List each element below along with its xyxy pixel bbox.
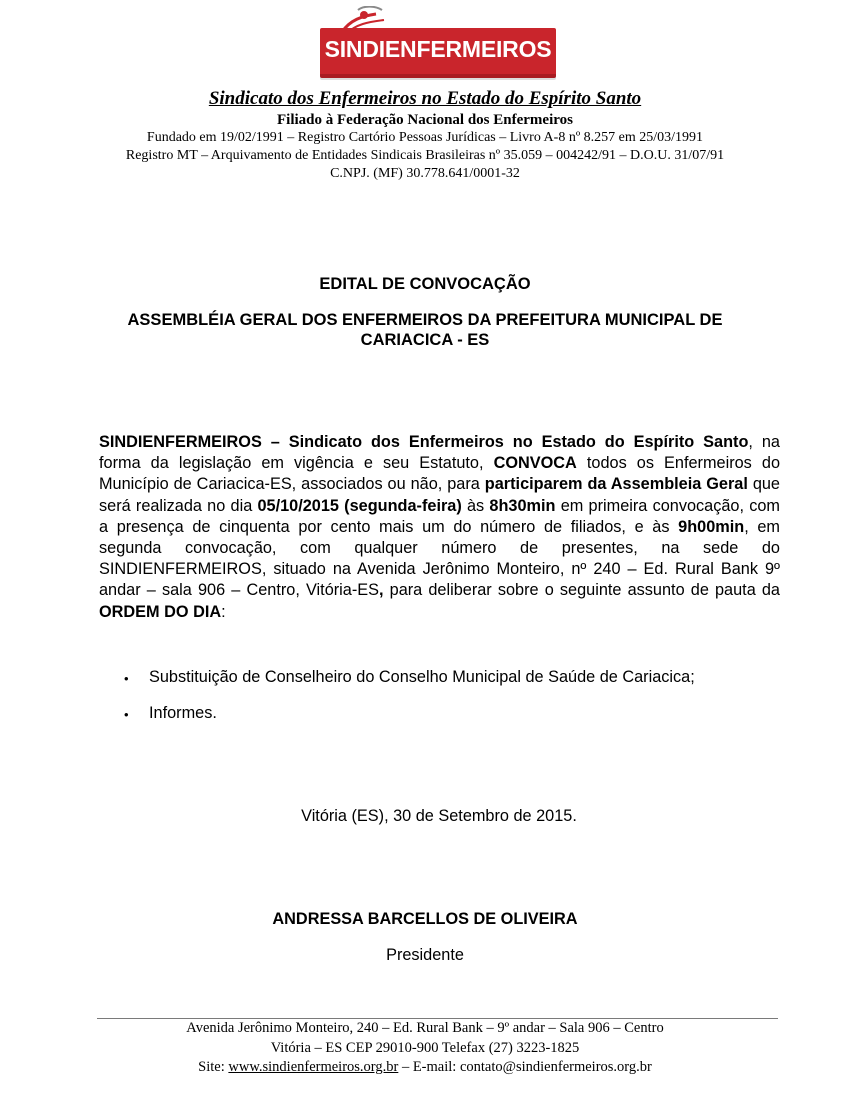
footer-contacts: [0, 1059, 850, 1076]
paragraph-text: , em segunda convocação, com qualquer número de presentes, na sede do SINDIENFERMEIROS, situado na Avenida Jerônimo Monteiro, nº 240 – Ed. Rural Bank 9º andar – sala 906 – Centro, Vitória-ES: [99, 517, 780, 600]
site-label: Site:: [198, 1059, 229, 1075]
comma-bold: ,: [378, 581, 384, 600]
cnpj-line: C.NPJ. (MF) 30.778.641/0001-32: [330, 166, 520, 181]
ministry-registry-line: Registro MT – Arquivamento de Entidades Sindicais Brasileiras nº 35.059 – 004242/91 – D.O.U. 31/07/91: [125, 148, 725, 163]
agenda-item-text: Informes.: [149, 704, 217, 722]
bullet-icon: •: [124, 707, 129, 722]
logo-banner: [320, 28, 556, 78]
first-call-time-bold: 8h30min: [489, 496, 556, 515]
union-logo: [316, 6, 560, 84]
email-address[interactable]: contato@sindienfermeiros.org.br: [459, 1059, 652, 1075]
convoca-bold: CONVOCA: [493, 454, 577, 473]
document-subheading-line-2: CARIACICA - ES: [360, 331, 490, 349]
second-call-time-bold: 9h00min: [678, 517, 745, 536]
union-name-bold: SINDIENFERMEIROS – Sindicato dos Enfermeiros no Estado do Espírito Santo: [99, 433, 749, 451]
convocation-paragraph: [99, 432, 780, 623]
union-name-title: Sindicato dos Enfermeiros no Estado do Espírito Santo: [208, 88, 642, 109]
paragraph-text: para deliberar sobre o seguinte assunto de pauta da: [383, 581, 780, 600]
participation-bold: participarem da Assembleia Geral: [484, 475, 748, 494]
bullet-icon: •: [124, 671, 129, 686]
document-subheading-line-1: ASSEMBLÉIA GERAL DOS ENFERMEIROS DA PREFEITURA MUNICIPAL DE: [127, 311, 723, 329]
place-date: Vitória (ES), 30 de Setembro de 2015.: [301, 807, 577, 825]
affiliation-line: Filiado à Federação Nacional dos Enfermeiros: [277, 112, 573, 128]
logo-text: SINDIENFERMEIROS: [324, 36, 552, 62]
paragraph-text: em primeira convocação, com a presença de cinquenta por cento mais um do número de filiados, e às: [99, 496, 780, 536]
agenda-item-text: Substituição de Conselheiro do Conselho Municipal de Saúde de Cariacica;: [149, 668, 695, 686]
assembly-date-bold: 05/10/2015 (segunda-feira): [257, 496, 462, 515]
footer-address: Avenida Jerônimo Monteiro, 240 – Ed. Rural Bank – 9º andar – Sala 906 – Centro: [186, 1020, 664, 1036]
founding-registry-line: Fundado em 19/02/1991 – Registro Cartório Pessoas Jurídicas – Livro A-8 nº 8.257 em 25/03/1991: [146, 130, 704, 145]
paragraph-text: todos os Enfermeiros do Município de Cariacica-ES, associados ou não, para: [99, 454, 780, 494]
document-heading: EDITAL DE CONVOCAÇÃO: [319, 275, 531, 293]
footer-divider: [97, 1018, 778, 1019]
signatory-role: Presidente: [386, 946, 464, 964]
paragraph-text: :: [221, 602, 226, 621]
paragraph-text: às: [461, 496, 490, 515]
order-of-day-bold: ORDEM DO DIA: [99, 602, 222, 621]
paragraph-text: que será realizada no dia: [99, 475, 780, 515]
paragraph-text: , na forma da legislação em vigência e seu Estatuto,: [99, 433, 780, 473]
footer-city-phone: Vitória – ES CEP 29010-900 Telefax (27) 3223-1825: [270, 1040, 580, 1056]
site-link[interactable]: www.sindienfermeiros.org.br: [228, 1059, 399, 1075]
email-label: – E-mail:: [398, 1059, 460, 1075]
signatory-name: ANDRESSA BARCELLOS DE OLIVEIRA: [272, 910, 578, 928]
